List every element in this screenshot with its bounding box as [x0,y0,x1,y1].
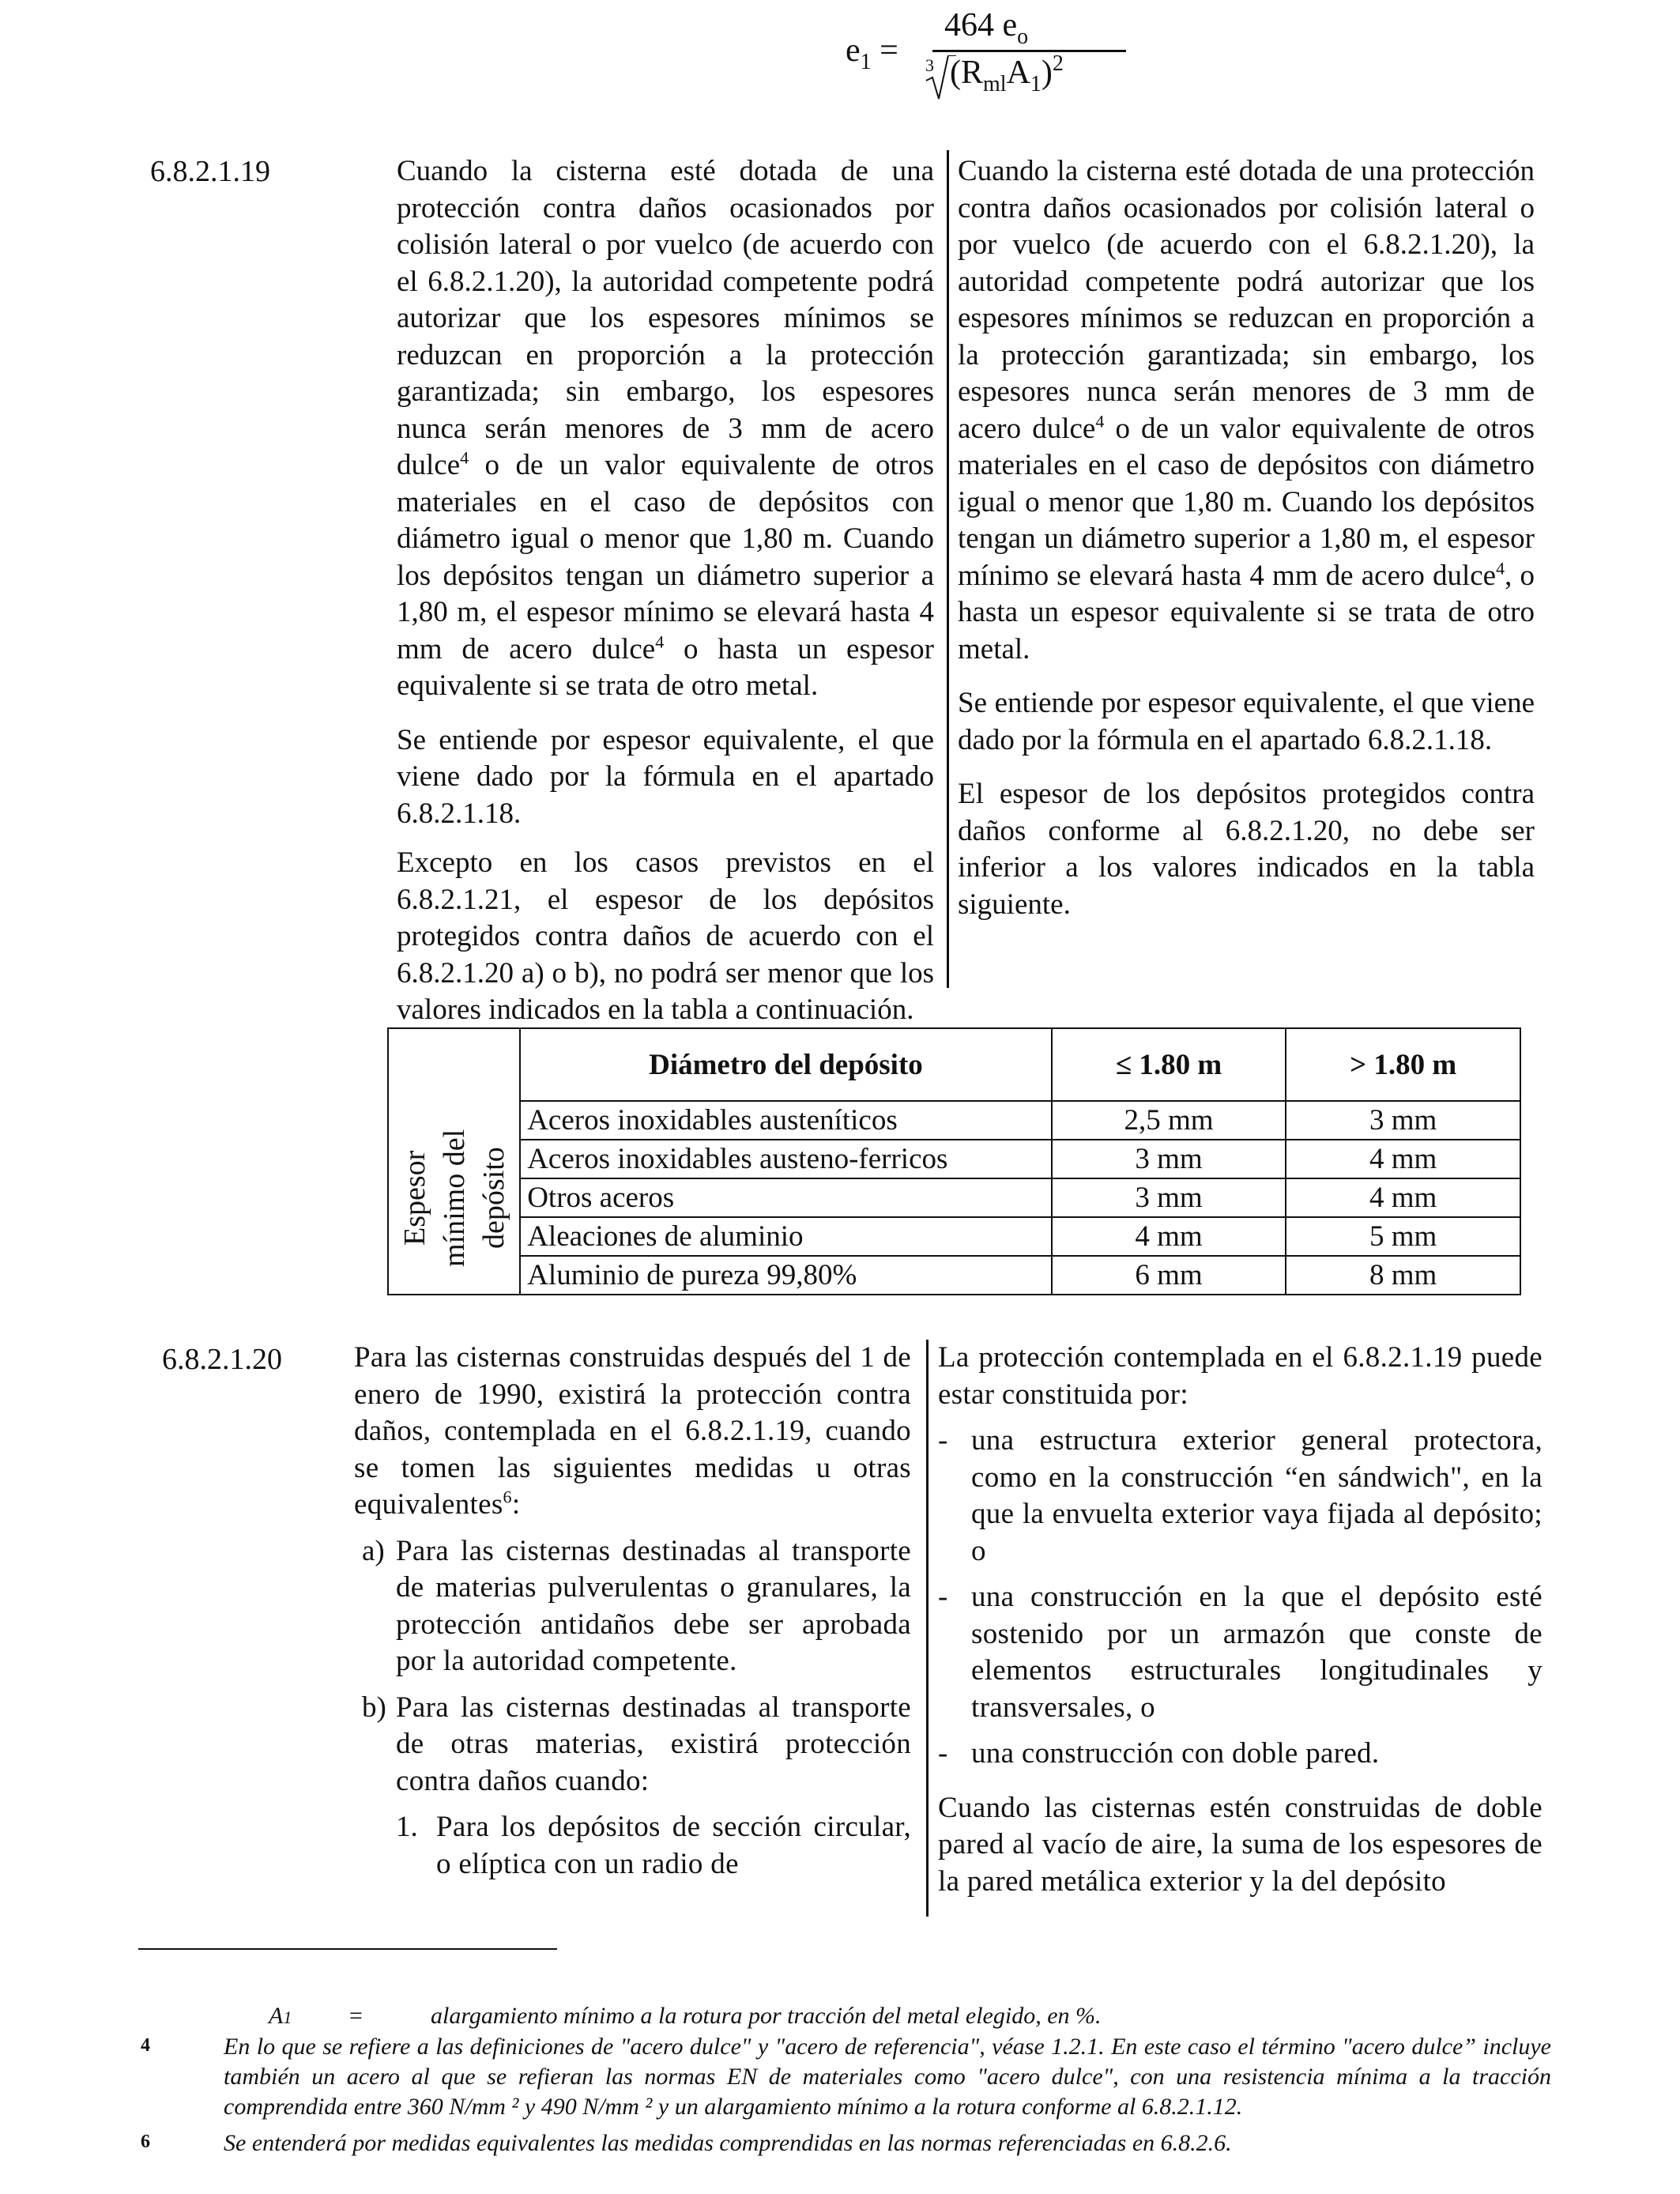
table-header-row [388,1028,1520,1101]
footnote-ref-4[interactable]: 4 [655,631,665,652]
table-header-large: > 1.80 m [1286,1028,1520,1101]
list-item-text: una construcción en la que el depósito esté sostenido por un armazón que conste de elementos estructurales longitudinales y transversales, o [971,1581,1543,1724]
item-label: 1. [396,1811,418,1843]
table-cell-value: 8 mm [1286,1256,1520,1295]
thickness-table [387,1027,1521,1295]
table-row [388,1217,1520,1256]
footnote-number-6: 6 [141,2132,150,2152]
footnote-separator [138,1948,557,1950]
table-cell-value: 4 mm [1286,1140,1520,1178]
list-item-text: una construcción con doble pared. [971,1737,1380,1770]
formula-lhs: $e_1$ = [846,32,898,74]
item-text: Para los depósitos de sección circular, o elíptica con un radio de [436,1811,911,1880]
footnote-ref-6[interactable]: 6 [503,1487,512,1507]
s19-fr-p3: El espesor de los depósitos protegidos contra daños conforme al 6.8.2.1.20, no debe ser inferior a los valores indicados en la tabla siguiente. [958,778,1535,921]
table-cell-value: 6 mm [1052,1256,1286,1295]
item-text: Para las cisternas destinadas al transporte de otras materias, existirá protección contra daños cuando: [396,1691,911,1797]
table-cell-value: 3 mm [1286,1101,1520,1140]
footnote-ref-4[interactable]: 4 [1496,558,1505,579]
table-row [388,1256,1520,1295]
formula-numerator: 464 $e_o$ [944,7,1029,49]
s20-es-column [354,1340,911,1883]
dash-bullet: - [938,1581,948,1613]
s19-es-p2: Se entiende por espesor equivalente, el que viene dado por la fórmula en el apartado 6.8.2.1.18. [397,723,934,830]
s20-es-item-b [354,1690,911,1800]
s20-fr-column [938,1340,1543,1900]
s20-fr-list-item [938,1579,1543,1726]
table-row [388,1101,1520,1140]
s20-fr-p1: La protección contemplada en el 6.8.2.1.19 puede estar constituida por: [938,1341,1543,1411]
table-cell-material: Aceros inoxidables austeníticos [520,1101,1052,1140]
s20-es-item-1 [354,1809,911,1883]
table-cell-value: 4 mm [1286,1178,1520,1217]
section-number-19: 6.8.2.1.19 [150,155,270,188]
column-divider [926,1340,929,1917]
s19-fr-p2: Se entiende por espesor equivalente, el que viene dado por la fórmula en el apartado 6.8.2.1.18. [958,687,1535,756]
table-cell-value: 2,5 mm [1052,1101,1286,1140]
table-header-small: ≤ 1.80 m [1052,1028,1286,1101]
table-cell-value: 3 mm [1052,1140,1286,1178]
table-cell-value: 3 mm [1052,1178,1286,1217]
footnote-number-4: 4 [141,2035,150,2056]
section-number-20: 6.8.2.1.20 [162,1343,282,1376]
table-cell-value: 4 mm [1052,1217,1286,1256]
s19-es-p3: Excepto en los casos previstos en el 6.8.2.1.21, el espesor de los depósitos protegidos contra daños de acuerdo con el 6.8.2.1.20 a) o b), no podrá ser menor que los valores indicados en la tabla a continuación. [397,846,934,1026]
s20-fr-list-item [938,1736,1543,1773]
list-item-text: una estructura exterior general protectora, como en la construcción “en sándwich", en la que la envuelta exterior vaya fijada al depósito; o [971,1424,1543,1567]
table-cell-material: Aleaciones de aluminio [520,1217,1052,1256]
item-label: b) [362,1691,386,1724]
table-row-label [388,1101,520,1295]
footnote-ref-4[interactable]: 4 [460,447,469,468]
s20-es-item-a [354,1533,911,1680]
table-header-diameter: Diámetro del depósito [520,1028,1052,1101]
formula-fraction-bar [932,50,1126,52]
item-text: Para las cisternas destinadas al transporte de materias pulverulentas o granulares, la protección antidaños debe ser aprobada por la autoridad competente. [396,1534,911,1677]
s19-fr-column [958,153,1535,923]
footnote-ref-4[interactable]: 4 [1095,411,1105,432]
dash-bullet: - [938,1424,948,1457]
s19-es-column [397,153,934,1029]
dash-bullet: - [938,1737,948,1770]
table-row [388,1178,1520,1217]
table-cell-value: 5 mm [1286,1217,1520,1256]
footnote-a1: A1 = alargamiento mínimo a la rotura por tracción del metal elegido, en %. [269,2003,1102,2029]
item-label: a) [362,1534,385,1567]
table-cell-material: Aluminio de pureza 99,80% [520,1256,1052,1295]
table-row [388,1140,1520,1178]
column-divider [947,150,949,988]
formula-e1 [846,0,1083,103]
s20-fr-p2: Cuando las cisternas estén construidas de doble pared al vacío de aire, la suma de los espesores de la pared metálica exterior y la del depósito [938,1791,1543,1898]
footnote-text-4: En lo que se refiere a las definiciones de "acero dulce" y "acero de referencia", véase 1.2.1. En este caso el término "acero dulce” incluye también un acero al que se refieran las normas EN de materiales como "acero dulce", con una resistencia mínima a la tracción comprendida entre 360 N/mm ² y 490 N/mm ² y un alargamiento mínimo a la rotura conforme al 6.8.2.1.12. [224,2034,1551,2120]
row-label-text: Espesor mínimo del depósito [397,1128,510,1267]
s19-fr-p1: Cuando la cisterna esté dotada de una protección contra daños ocasionados por colisión lateral o por vuelco (de acuerdo con el 6.8.2.1.20), la autoridad competente podrá autorizar que los espesores mínimos se reduzcan en proporción a la protección garantizada; sin embargo, los espesores nunca serán menores de 3 mm de acero dulce$^4$ o de un valor equivalente de otros materiales en el caso de depósitos con diámetro igual o menor que 1,80 m. Cuando los depósitos tengan un diámetro superior a 1,80 m, el espesor mínimo se elevará hasta 4 mm de acero dulce$^4$, o hasta un espesor equivalente si se trata de otro metal. [958,155,1535,665]
footnote-text-6: Se entenderá por medidas equivalentes las medidas comprendidas en las normas referenciadas en 6.8.2.6. [224,2130,1232,2156]
formula-denominator: $(R_{ml}A_1)^2$ [950,51,1064,96]
s19-es-p1: Cuando la cisterna esté dotada de una protección contra daños ocasionados por colisión lateral o por vuelco (de acuerdo con el 6.8.2.1.20), la autoridad competente podrá autorizar que los espesores mínimos se reduzcan en proporción a la protección garantizada; sin embargo, los espesores nunca serán menores de 3 mm de acero dulce$^4$ o de un valor equivalente de otros materiales en el caso de depósitos con diámetro igual o menor que 1,80 m. Cuando los depósitos tengan un diámetro superior a 1,80 m, el espesor mínimo se elevará hasta 4 mm de acero dulce$^4$ o hasta un espesor equivalente si se trata de otro metal. [397,155,934,702]
s20-es-p1: Para las cisternas construidas después del 1 de enero de 1990, existirá la protección contra daños, contemplada en el 6.8.2.1.19, cuando se tomen las siguientes medidas u otras equivalentes$^6$: [354,1341,911,1521]
formula-root-index: 3 [925,55,934,75]
table-cell-material: Aceros inoxidables austeno-ferricos [520,1140,1052,1178]
table-corner-cell [388,1028,520,1101]
table-cell-material: Otros aceros [520,1178,1052,1217]
s20-fr-list-item [938,1423,1543,1570]
